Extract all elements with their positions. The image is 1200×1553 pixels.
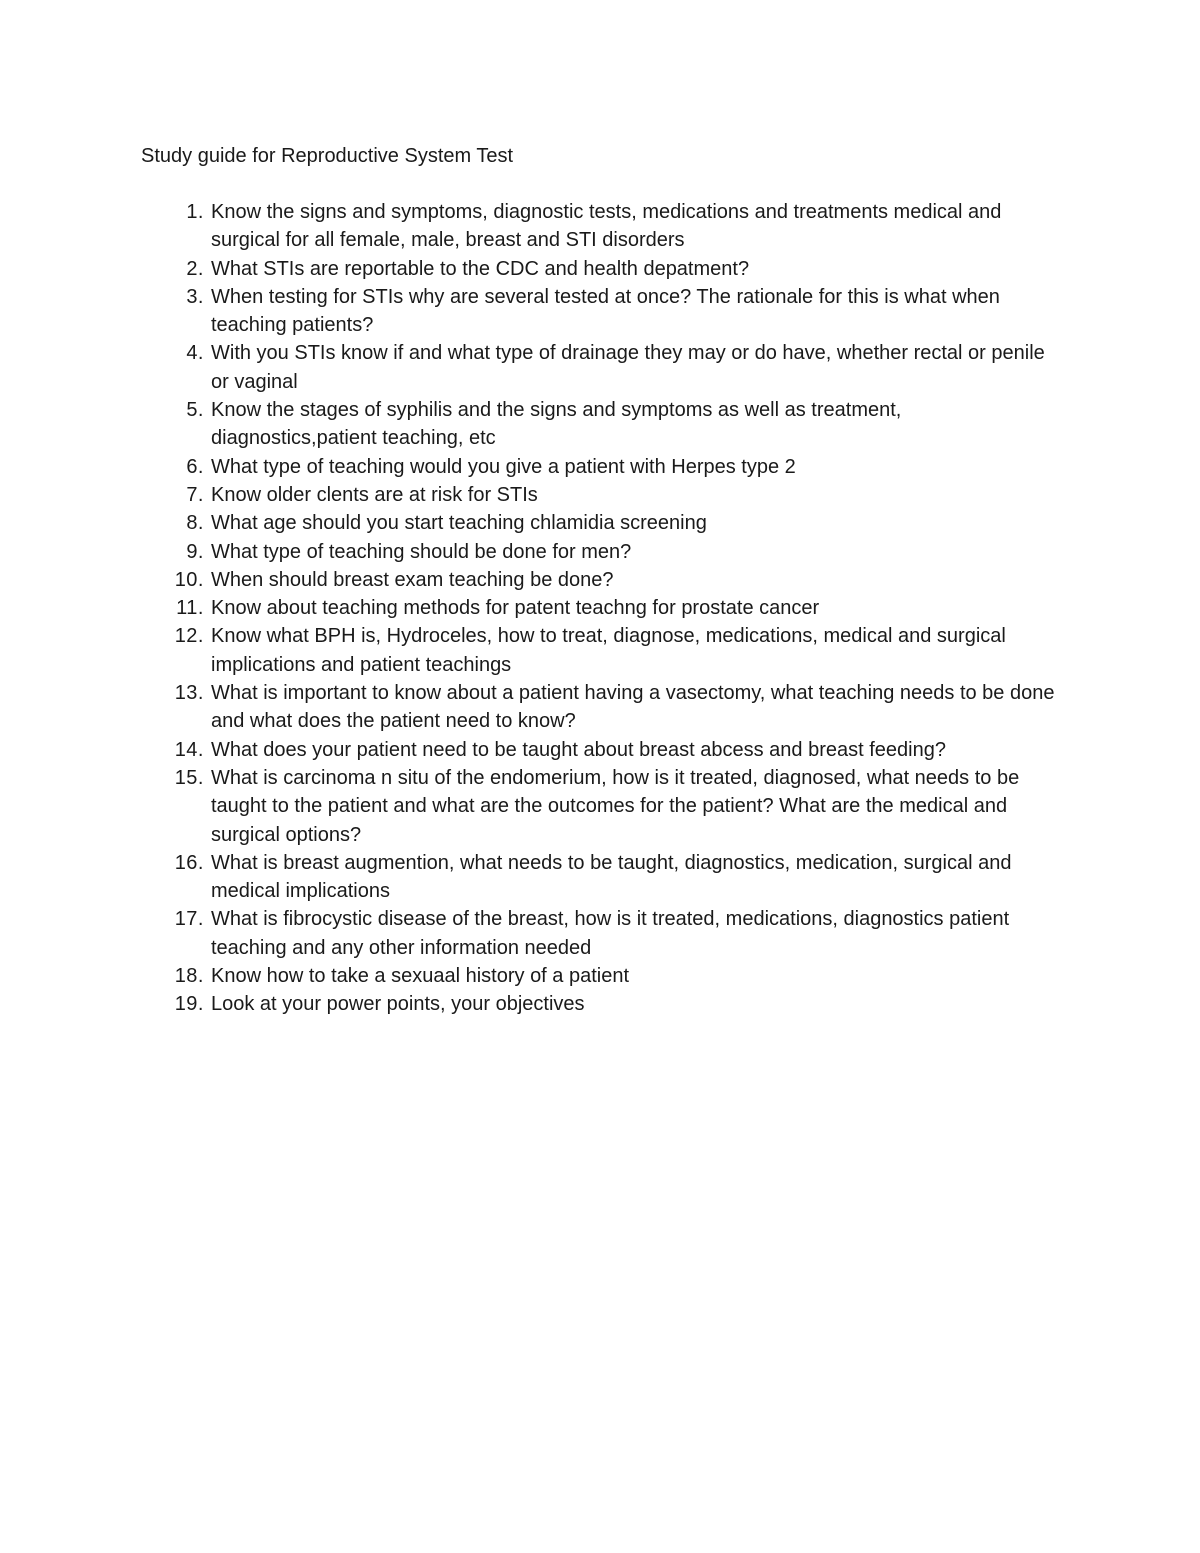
list-item-number: 16. <box>174 851 204 874</box>
list-item-text: Know how to take a sexuaal history of a patient <box>211 965 630 988</box>
list-item-number: 12. <box>174 625 204 648</box>
list-item <box>141 905 1066 962</box>
list-item-text: Know older clents are at risk for STIs <box>211 483 538 506</box>
list-item-number: 15. <box>174 766 204 789</box>
list-item-number: 18. <box>174 965 204 988</box>
list-item-number: 7. <box>186 483 204 506</box>
list-item-text: Know about teaching methods for patent teachng for prostate cancer <box>211 597 820 620</box>
list-item <box>141 481 1066 509</box>
list-item <box>141 538 1066 566</box>
list-item <box>141 396 1066 453</box>
list-item-number: 6. <box>186 455 204 478</box>
list-item-number: 17. <box>174 908 204 931</box>
list-item-number: 11. <box>176 597 204 620</box>
list-item-text: Know the signs and symptoms, diagnostic tests, medications and treatments medical and surgical for all female, male, breast and STI disorders <box>211 201 1002 252</box>
list-item-text: What age should you start teaching chlamidia screening <box>211 512 707 535</box>
list-item-text: Look at your power points, your objectives <box>211 993 585 1016</box>
list-item-text: Know the stages of syphilis and the signs and symptoms as well as treatment, diagnostics,patient teaching, etc <box>211 399 902 450</box>
list-item-text: What type of teaching would you give a patient with Herpes type 2 <box>211 455 796 478</box>
list-item-text: What is fibrocystic disease of the breast, how is it treated, medications, diagnostics patient teaching and any other information needed <box>211 908 1010 959</box>
list-item <box>141 198 1066 255</box>
list-item-text: What type of teaching should be done for men? <box>211 540 632 563</box>
list-item <box>141 679 1066 736</box>
list-item-number: 8. <box>186 512 204 535</box>
list-item <box>141 962 1066 990</box>
list-item-number: 10. <box>174 568 204 591</box>
list-item-number: 13. <box>174 682 204 705</box>
list-item-text: What does your patient need to be taught about breast abcess and breast feeding? <box>211 738 946 761</box>
list-item <box>141 566 1066 594</box>
list-item <box>141 509 1066 537</box>
list-item-number: 1. <box>186 201 204 223</box>
list-item-number: 4. <box>186 342 204 365</box>
list-item <box>141 339 1066 396</box>
list-item-text: When should breast exam teaching be done? <box>211 568 614 591</box>
list-item-text: What is breast augmention, what needs to be taught, diagnostics, medication, surgical and medical implications <box>211 851 1012 903</box>
list-item-number: 14. <box>174 738 204 761</box>
list-item <box>141 453 1066 481</box>
list-item <box>141 736 1066 764</box>
list-item <box>141 255 1066 283</box>
list-item <box>141 990 1066 1018</box>
list-item-text: With you STIs know if and what type of drainage they may or do have, whether rectal or penile or vaginal <box>211 342 1045 393</box>
list-item-number: 19. <box>174 993 204 1016</box>
list-item-text: What is carcinoma n situ of the endomerium, how is it treated, diagnosed, what needs to be taught to the patient and what are the outcomes for the patient? What are the medical and surgical options? <box>211 766 1020 846</box>
list-item-text: Know what BPH is, Hydroceles, how to treat, diagnose, medications, medical and surgical implications and patient teachings <box>211 625 1006 676</box>
document-title: Study guide for Reproductive System Test <box>141 145 514 167</box>
list-item-number: 9. <box>186 540 204 563</box>
list-item-text: What STIs are reportable to the CDC and health depatment? <box>211 257 750 280</box>
list-item <box>141 594 1066 622</box>
list-item <box>141 849 1066 906</box>
study-question-list <box>141 198 1066 1019</box>
list-item <box>141 283 1066 340</box>
list-item <box>141 622 1066 679</box>
list-item-number: 2. <box>186 257 204 280</box>
list-item-number: 3. <box>186 285 204 308</box>
list-item-text: When testing for STIs why are several tested at once? The rationale for this is what when teaching patients? <box>211 285 1000 337</box>
list-item-number: 5. <box>186 399 204 422</box>
list-item <box>141 764 1066 849</box>
list-item-text: What is important to know about a patient having a vasectomy, what teaching needs to be done and what does the patient need to know? <box>211 682 1055 733</box>
